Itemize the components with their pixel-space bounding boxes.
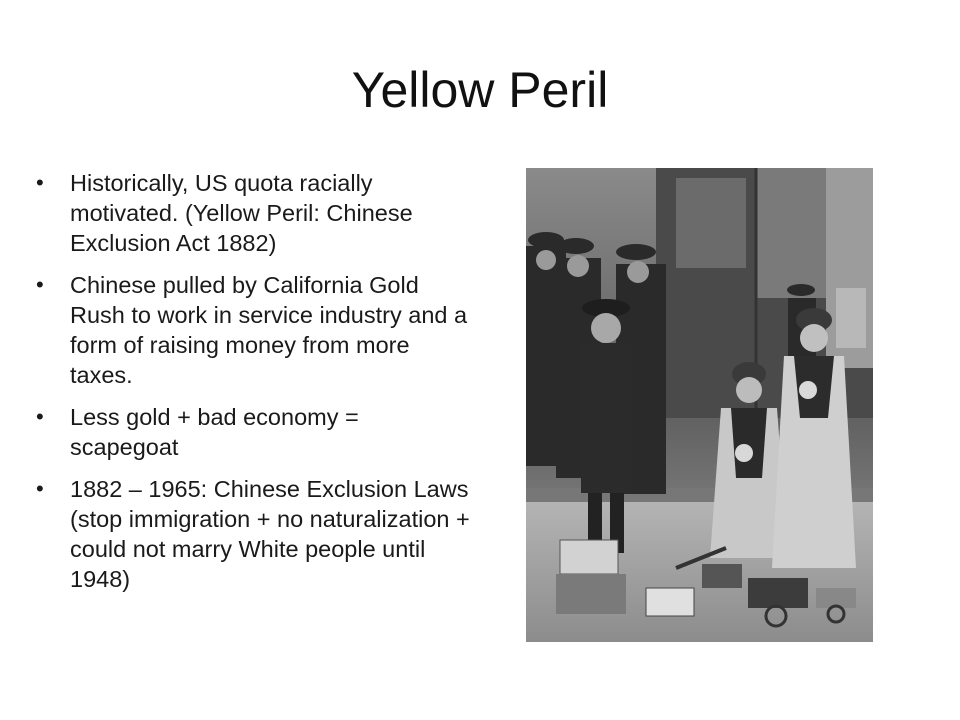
bullet-item	[32, 402, 472, 462]
bullet-dot-icon: •	[36, 476, 44, 501]
bullet-text: 1882 – 1965: Chinese Exclusion Laws (stop immigration + no naturalization + could not marry White people until 1948)	[70, 476, 470, 592]
bullet-text: Less gold + bad economy = scapegoat	[70, 404, 359, 460]
bullet-text: Historically, US quota racially motivated. (Yellow Peril: Chinese Exclusion Act 1882)	[70, 170, 413, 256]
historical-photo	[526, 168, 873, 642]
bullet-dot-icon: •	[36, 272, 44, 297]
bullet-dot-icon: •	[36, 170, 44, 195]
bullet-text: Chinese pulled by California Gold Rush to work in service industry and a form of raising money from more taxes.	[70, 272, 468, 388]
slide-title: Yellow Peril	[351, 62, 609, 118]
bullet-item	[32, 474, 472, 594]
bullet-item	[32, 168, 472, 258]
bullet-list	[32, 168, 472, 606]
bullet-item	[32, 270, 472, 390]
historical-photo-icon	[526, 168, 873, 642]
bullet-dot-icon: •	[36, 404, 44, 429]
